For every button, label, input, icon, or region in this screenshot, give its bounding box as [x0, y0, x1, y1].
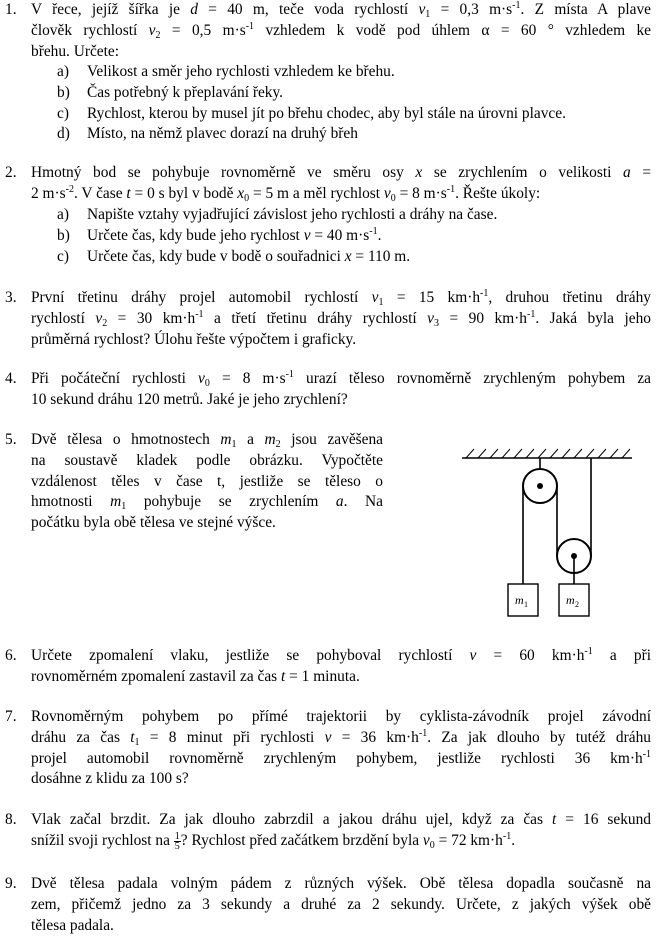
problem-line: Rovnoměrným pohybem po přímé trajektorii by cyklista-závodník projel závodní	[31, 708, 651, 725]
problem-text	[31, 288, 651, 350]
problem-line: břehu. Určete:	[31, 42, 120, 60]
problem-line: Vlak začal brzdit. Za jak dlouho zabrzdil a jakou dráhu ujel, když za čas t = 16 sekund	[31, 811, 652, 828]
subtask-d: d) Místo, na němž plavec dorazí na druhý břeh	[57, 125, 358, 143]
problem-line: rychlostí $v_2 = 30$ $km\cdot h^{-1}$ a třetí třetinu dráhy rychlostí $v_3 = 90$ $km\cdot h^{-1}$. Jaká byla jeho	[31, 308, 651, 329]
problem-text	[31, 707, 651, 790]
subtask-c: c) Určete čas, kdy bude v bodě o souřadnici x = 110 m.	[57, 247, 411, 265]
subtask-a: a) Velikost a směr jeho rychlosti vzhledem ke břehu.	[57, 63, 395, 80]
subtask-list	[57, 205, 497, 267]
problem-8	[0, 810, 661, 860]
problem-number: 4.	[5, 370, 17, 387]
subtask-a: a) Napište vztahy vyjadřující závislost jeho rychlosti a dráhy na čase.	[57, 206, 498, 223]
problem-line: na soustavě kladek podle obrázku. Vypočtěte	[31, 451, 383, 469]
subtask-list	[57, 62, 566, 145]
problem-7	[0, 707, 661, 793]
problem-6	[0, 646, 661, 690]
problem-4	[0, 369, 661, 413]
problem-line: 2 $m\cdot s^{-2}$. V čase t = 0 s byl v bodě $x_0 = 5$ m a měl rychlost $v_0 = 8$ $m\cdot s^{-1}$. Řešte úkoly:	[31, 183, 541, 204]
mass-m1-label: m	[515, 593, 524, 607]
problem-text	[31, 874, 651, 936]
problem-text	[31, 0, 651, 62]
problem-line: hmotnosti $m_1$ pohybuje se zrychlením a. Na	[31, 493, 383, 513]
svg-text:1: 1	[524, 600, 528, 609]
problem-line: V řece, jejíž šířka je d = 40 m, teče voda rychlostí $v_1 = 0,3$ $m\cdot s^{-1}$. Z místa A plave	[31, 0, 651, 20]
problem-line: dráhu za čas $t_1 = 8$ minut při rychlosti v = 36 $km\cdot h^{-1}$. Za jak dlouho by tutéž dráhu	[31, 727, 651, 748]
mass-m1	[508, 584, 538, 616]
problem-line: člověk rychlostí $v_2 = 0,5$ $m\cdot s^{-1}$ vzhledem k vodě pod úhlem α = 60 ° vzhledem ke	[31, 20, 651, 41]
problem-number: 8.	[5, 811, 17, 828]
problem-text	[31, 646, 651, 688]
problem-line: rovnoměrném zpomalení zastavil za čas t = 1 minuta.	[31, 667, 360, 685]
mass-m2-label: m	[566, 593, 575, 607]
subtask-b: b) Určete čas, kdy bude jeho rychlost v = 40 $m\cdot s^{-1}$.	[57, 225, 382, 244]
problem-number: 1.	[5, 1, 17, 18]
problem-2	[0, 163, 661, 273]
problem-text	[31, 163, 651, 205]
problem-line: Dvě tělesa o hmotnostech $m_1$ a $m_2$ jsou zavěšena	[31, 431, 384, 450]
subtask-b: b) Čas potřebný k přeplavání řeky.	[57, 83, 284, 101]
problem-line: Dvě tělesa padala volným pádem z různých výšek. Obě tělesa dopadla současně na	[31, 875, 651, 892]
problem-number: 2.	[5, 164, 17, 181]
problem-line: vzdálenost těles v čase t, jestliže se těleso o	[31, 472, 383, 490]
fraction-one-fifth: $\frac{1}{5}$	[174, 830, 180, 852]
mass-m2	[559, 584, 589, 616]
problem-text	[31, 369, 651, 411]
problem-text	[31, 810, 651, 855]
problem-number: 3.	[5, 289, 17, 306]
problem-text	[31, 430, 383, 534]
pulley-diagram	[458, 446, 636, 622]
problem-3	[0, 288, 661, 352]
problem-number: 9.	[5, 875, 17, 892]
problem-number: 5.	[5, 431, 17, 448]
problem-number: 6.	[5, 647, 17, 664]
problem-5	[0, 430, 661, 620]
problem-number: 7.	[5, 708, 17, 725]
problem-line: První třetinu dráhy projel automobil rychlostí $v_1 = 15$ $km\cdot h^{-1}$, druhou třetinu dráhy	[31, 288, 651, 308]
problem-line: zem, přičemž jedno za 3 sekundy a druhé za 2 sekundy. Určete, z jakých výšek obě	[31, 895, 651, 913]
fixed-pulley	[523, 458, 557, 503]
ceiling	[462, 449, 632, 458]
movable-pulley	[557, 539, 591, 584]
subtask-c: c) Rychlost, kterou by musel jít po břehu chodec, aby byl stále na úrovni plavce.	[57, 104, 566, 122]
svg-text:2: 2	[575, 600, 579, 609]
problem-line: průměrná rychlost? Úlohu řešte výpočtem i graficky.	[31, 330, 357, 348]
problem-line: 10 sekund dráhu 120 metrů. Jaké je jeho zrychlení?	[31, 390, 348, 408]
problem-line: Hmotný bod se pohybuje rovnoměrně ve směru osy x se zrychlením o velikosti a =	[31, 164, 652, 181]
problem-line: projel automobil rovnoměrně zrychleným pohybem, jestliže rychlosti 36 $km\cdot h^{-1}$	[31, 748, 651, 767]
problem-line: Určete zpomalení vlaku, jestliže se pohyboval rychlostí v = 60 $km\cdot h^{-1}$ a při	[31, 646, 651, 664]
problem-line: počátku byla obě tělesa ve stejné výšce.	[31, 514, 276, 532]
problem-line: Při počáteční rychlosti $v_0 = 8$ $m\cdot s^{-1}$ urazí těleso rovnoměrně zrychleným pohybem za	[31, 369, 651, 389]
problem-1	[0, 0, 661, 145]
problem-line: tělesa padala.	[31, 916, 114, 934]
problem-line: snížil svoji rychlost na $\frac{1}{5}$ ? Rychlost před začátkem brzdění byla $v_0 = 72$ $km\cdot h^{-1}$.	[31, 830, 516, 852]
problem-line: dosáhne z klidu za 100 s?	[31, 770, 189, 788]
problem-9	[0, 874, 661, 936]
